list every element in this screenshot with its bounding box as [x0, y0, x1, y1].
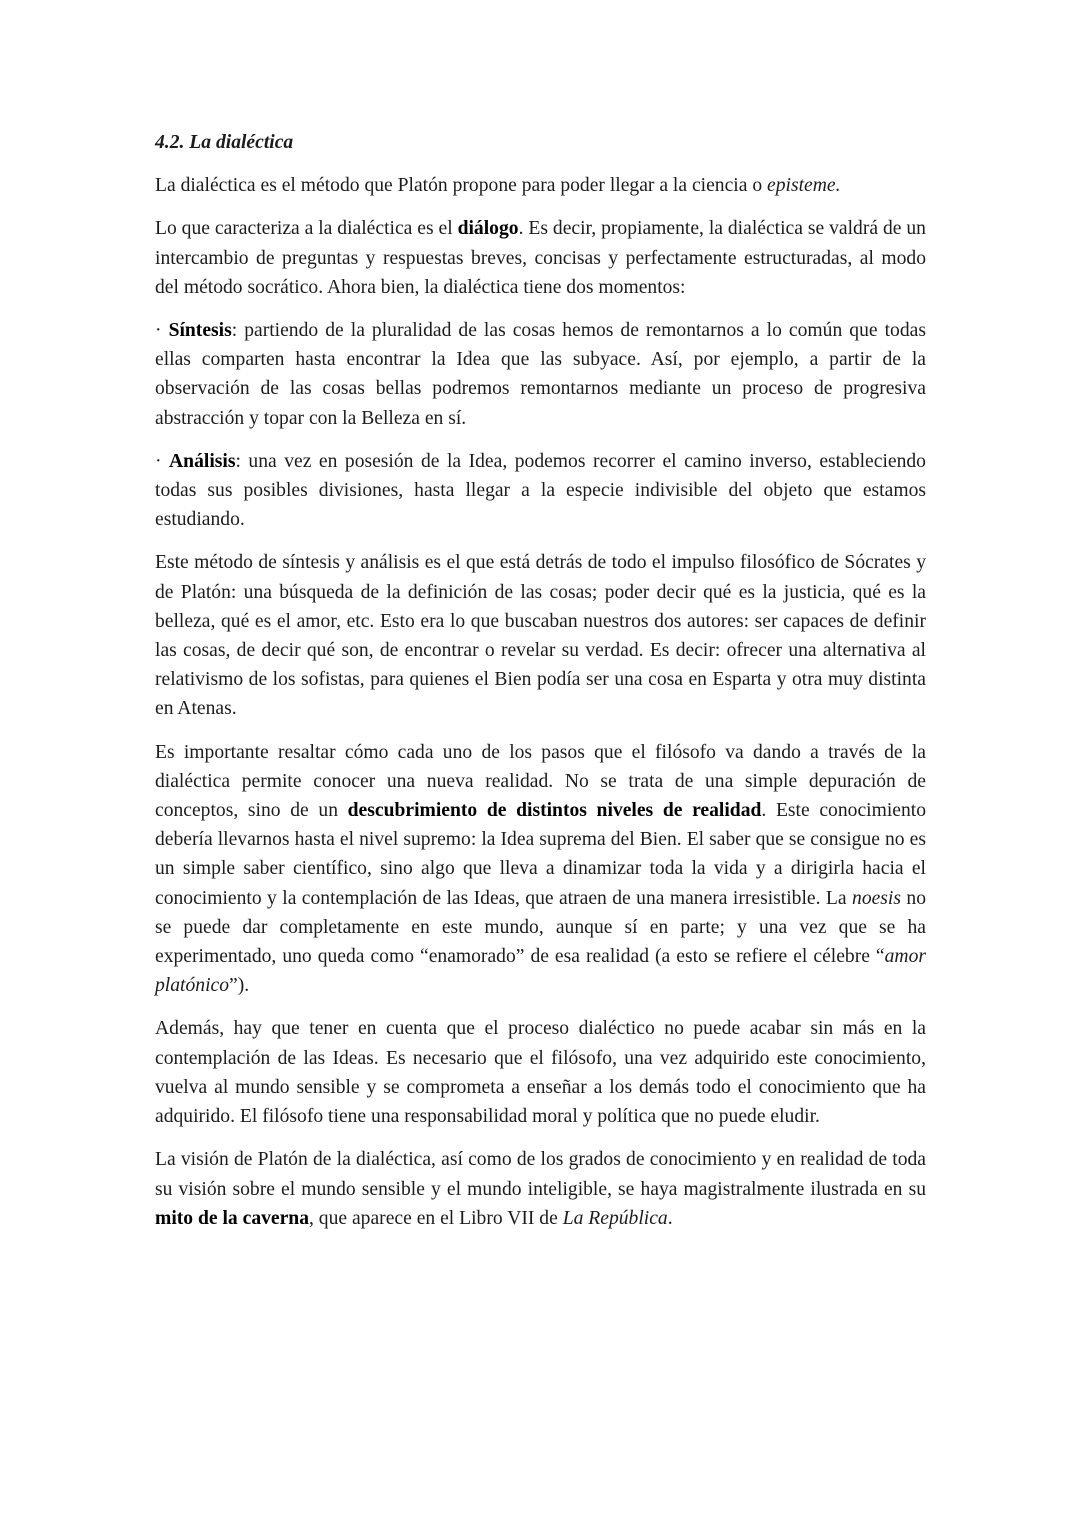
- text-run: Lo que caracteriza a la dialéctica es el: [155, 218, 458, 240]
- bold-term-sintesis: Síntesis: [168, 320, 232, 342]
- text-run: Es importante resaltar cómo cada uno de los pasos que el filósofo va dando a través de la dialéctica permite conocer una nueva realidad. No se trata de una simple depuración de conceptos, sino de un: [155, 741, 926, 822]
- italic-title-la-republica: La República: [562, 1207, 668, 1229]
- paragraph-metodo: Este método de síntesis y análisis es el que está detrás de todo el impulso filosófico de Sócrates y de Platón: una búsqueda de la definición de las cosas; poder decir qué es la justicia, qué es la belleza, qué es el amor, etc. Esto era lo que buscaban nuestros dos autores: ser capaces de definir las cosas, de decir qué son, de encontrar o revelar su verdad. Es decir: ofrecer una alternativa al relativismo de los sofistas, para quienes el Bien podía ser una cosa en Esparta y otra muy distinta en Atenas.: [155, 552, 926, 720]
- bold-term-analisis: Análisis: [169, 450, 236, 472]
- bold-term-niveles: descubrimiento de distintos niveles de realidad: [347, 800, 762, 822]
- text-run: La visión de Platón de la dialéctica, así como de los grados de conocimiento y en realidad de toda su visión sobre el mundo sensible y el mundo inteligible, se haya magistralmente ilustrada en su: [155, 1149, 926, 1200]
- text-run: no se puede dar completamente en este mundo, aunque sí en parte; y una vez que se ha experimentado, uno queda como “enamorado” de esa realidad (a esto se refiere el célebre “: [155, 887, 927, 968]
- paragraph-intro: [155, 171, 926, 200]
- paragraph-caverna: [155, 1145, 926, 1233]
- bold-term-mito-caverna: mito de la caverna: [155, 1207, 309, 1229]
- paragraph-dialogo: [155, 214, 926, 302]
- text-run: . Este conocimiento debería llevarnos hasta el nivel supremo: la Idea suprema del Bien. El saber que se consigue no es un simple saber científico, sino algo que lleva a dinamizar toda la vida y a dirigirla hacia el conocimiento y la contemplación de las Ideas, que atraen de una manera irresistible. La: [155, 800, 926, 909]
- italic-term-episteme: episteme.: [767, 175, 841, 197]
- bullet-marker: ·: [155, 450, 170, 472]
- paragraph-sintesis: [155, 316, 926, 433]
- document-page: [155, 128, 926, 1247]
- text-run: : una vez en posesión de la Idea, podemos recorrer el camino inverso, estableciendo todas sus posibles divisiones, hasta llegar a la especie indivisible del objeto que estamos estudiando.: [155, 450, 926, 531]
- text-run: , que aparece en el Libro VII de: [309, 1207, 563, 1229]
- italic-term-noesis: noesis: [852, 887, 901, 909]
- bullet-marker: ·: [155, 320, 169, 342]
- bold-term-dialogo: diálogo: [457, 218, 519, 240]
- paragraph-responsabilidad: Además, hay que tener en cuenta que el proceso dialéctico no puede acabar sin más en la contemplación de las Ideas. Es necesario que el filósofo, una vez adquirido este conocimiento, vuelva al mundo sensible y se comprometa a enseñar a los demás todo el conocimiento que ha adquirido. El filósofo tiene una responsabilidad moral y política que no puede eludir.: [155, 1018, 926, 1128]
- paragraph-analisis: [155, 447, 926, 535]
- text-run: La dialéctica es el método que Platón propone para poder llegar a la ciencia o: [155, 175, 768, 197]
- paragraph-niveles-realidad: [155, 738, 926, 1001]
- text-run: . Es decir, propiamente, la dialéctica se valdrá de un intercambio de preguntas y respuestas breves, concisas y perfectamente estructuradas, al modo del método socrático. Ahora bien, la dialéctica tiene dos momentos:: [155, 218, 926, 298]
- text-run: : partiendo de la pluralidad de las cosas hemos de remontarnos a lo común que todas ellas comparten hasta encontrar la Idea que las subyace. Así, por ejemplo, a partir de la observación de las cosas bellas podremos remontarnos mediante un proceso de progresiva abstracción y topar con la Belleza en sí.: [155, 320, 926, 429]
- text-run: ”).: [229, 975, 250, 997]
- italic-term-amor-platonico: amor platónico: [155, 946, 926, 997]
- section-heading: 4.2. La dialéctica: [155, 132, 294, 153]
- text-run: .: [667, 1207, 673, 1229]
